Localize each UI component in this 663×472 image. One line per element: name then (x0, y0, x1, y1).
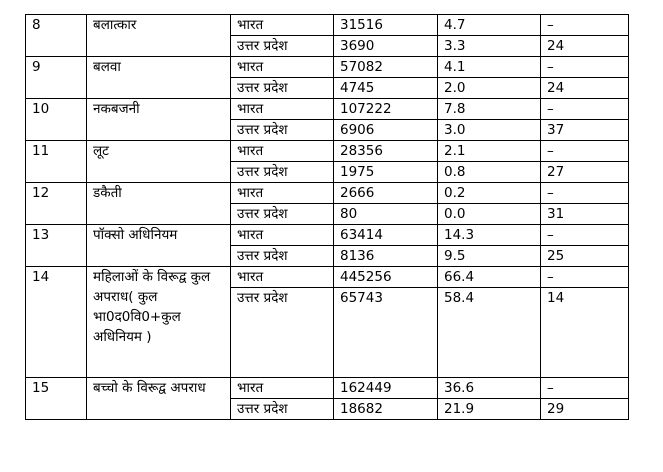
region-cell: उत्तर प्रदेश (231, 162, 334, 183)
rank-cell: 27 (541, 162, 629, 183)
rate-cell: 9.5 (438, 246, 541, 267)
rank-cell: – (541, 99, 629, 120)
rank-cell: 24 (541, 78, 629, 99)
region-cell: भारत (231, 225, 334, 246)
table-row (26, 378, 629, 399)
region-cell: भारत (231, 99, 334, 120)
rank-cell: 14 (541, 288, 629, 378)
incidence-cell: 28356 (334, 141, 438, 162)
serial-number: 15 (26, 378, 87, 420)
rank-cell: – (541, 267, 629, 288)
serial-number: 14 (26, 267, 87, 378)
region-cell: उत्तर प्रदेश (231, 399, 334, 420)
incidence-cell: 8136 (334, 246, 438, 267)
incidence-cell: 31516 (334, 15, 438, 36)
incidence-cell: 162449 (334, 378, 438, 399)
region-cell: भारत (231, 267, 334, 288)
rate-cell: 21.9 (438, 399, 541, 420)
rate-cell: 2.1 (438, 141, 541, 162)
rank-cell: – (541, 57, 629, 78)
crime-head: डकैती (87, 183, 231, 225)
rank-cell: 25 (541, 246, 629, 267)
rate-cell: 66.4 (438, 267, 541, 288)
rank-cell: 29 (541, 399, 629, 420)
incidence-cell: 18682 (334, 399, 438, 420)
rank-cell: 37 (541, 120, 629, 141)
crime-statistics-table (25, 14, 629, 420)
incidence-cell: 107222 (334, 99, 438, 120)
crime-head: बलवा (87, 57, 231, 99)
region-cell: भारत (231, 183, 334, 204)
table-row (26, 267, 629, 288)
rank-cell: – (541, 183, 629, 204)
incidence-cell: 1975 (334, 162, 438, 183)
table-row (26, 57, 629, 78)
rate-cell: 0.2 (438, 183, 541, 204)
crime-head: नकबजनी (87, 99, 231, 141)
rate-cell: 36.6 (438, 378, 541, 399)
crime-head: लूट (87, 141, 231, 183)
table-row (26, 15, 629, 36)
region-cell: उत्तर प्रदेश (231, 246, 334, 267)
rate-cell: 4.1 (438, 57, 541, 78)
table-row (26, 141, 629, 162)
crime-head: पॉक्सो अधिनियम (87, 225, 231, 267)
incidence-cell: 57082 (334, 57, 438, 78)
incidence-cell: 65743 (334, 288, 438, 378)
rank-cell: – (541, 15, 629, 36)
serial-number: 12 (26, 183, 87, 225)
region-cell: उत्तर प्रदेश (231, 120, 334, 141)
table-row (26, 99, 629, 120)
crime-head: बलात्कार (87, 15, 231, 57)
region-cell: उत्तर प्रदेश (231, 288, 334, 378)
rank-cell: 24 (541, 36, 629, 57)
rate-cell: 0.0 (438, 204, 541, 225)
serial-number: 11 (26, 141, 87, 183)
rank-cell: 31 (541, 204, 629, 225)
rate-cell: 2.0 (438, 78, 541, 99)
incidence-cell: 63414 (334, 225, 438, 246)
region-cell: उत्तर प्रदेश (231, 204, 334, 225)
serial-number: 8 (26, 15, 87, 57)
rate-cell: 0.8 (438, 162, 541, 183)
table-row (26, 183, 629, 204)
crime-head: महिलाओं के विरूद्व कुल अपराध( कुल भा0द0वि0+कुल अधिनियम ) (87, 267, 231, 378)
incidence-cell: 445256 (334, 267, 438, 288)
incidence-cell: 6906 (334, 120, 438, 141)
region-cell: उत्तर प्रदेश (231, 36, 334, 57)
serial-number: 13 (26, 225, 87, 267)
rate-cell: 3.3 (438, 36, 541, 57)
rate-cell: 7.8 (438, 99, 541, 120)
rate-cell: 3.0 (438, 120, 541, 141)
region-cell: भारत (231, 57, 334, 78)
incidence-cell: 2666 (334, 183, 438, 204)
table-row (26, 225, 629, 246)
rate-cell: 14.3 (438, 225, 541, 246)
region-cell: भारत (231, 141, 334, 162)
rate-cell: 58.4 (438, 288, 541, 378)
region-cell: भारत (231, 378, 334, 399)
region-cell: उत्तर प्रदेश (231, 78, 334, 99)
incidence-cell: 80 (334, 204, 438, 225)
serial-number: 9 (26, 57, 87, 99)
region-cell: भारत (231, 15, 334, 36)
incidence-cell: 3690 (334, 36, 438, 57)
serial-number: 10 (26, 99, 87, 141)
rank-cell: – (541, 141, 629, 162)
rank-cell: – (541, 225, 629, 246)
crime-head: बच्चो के विरूद्व अपराध (87, 378, 231, 420)
incidence-cell: 4745 (334, 78, 438, 99)
rank-cell: – (541, 378, 629, 399)
rate-cell: 4.7 (438, 15, 541, 36)
